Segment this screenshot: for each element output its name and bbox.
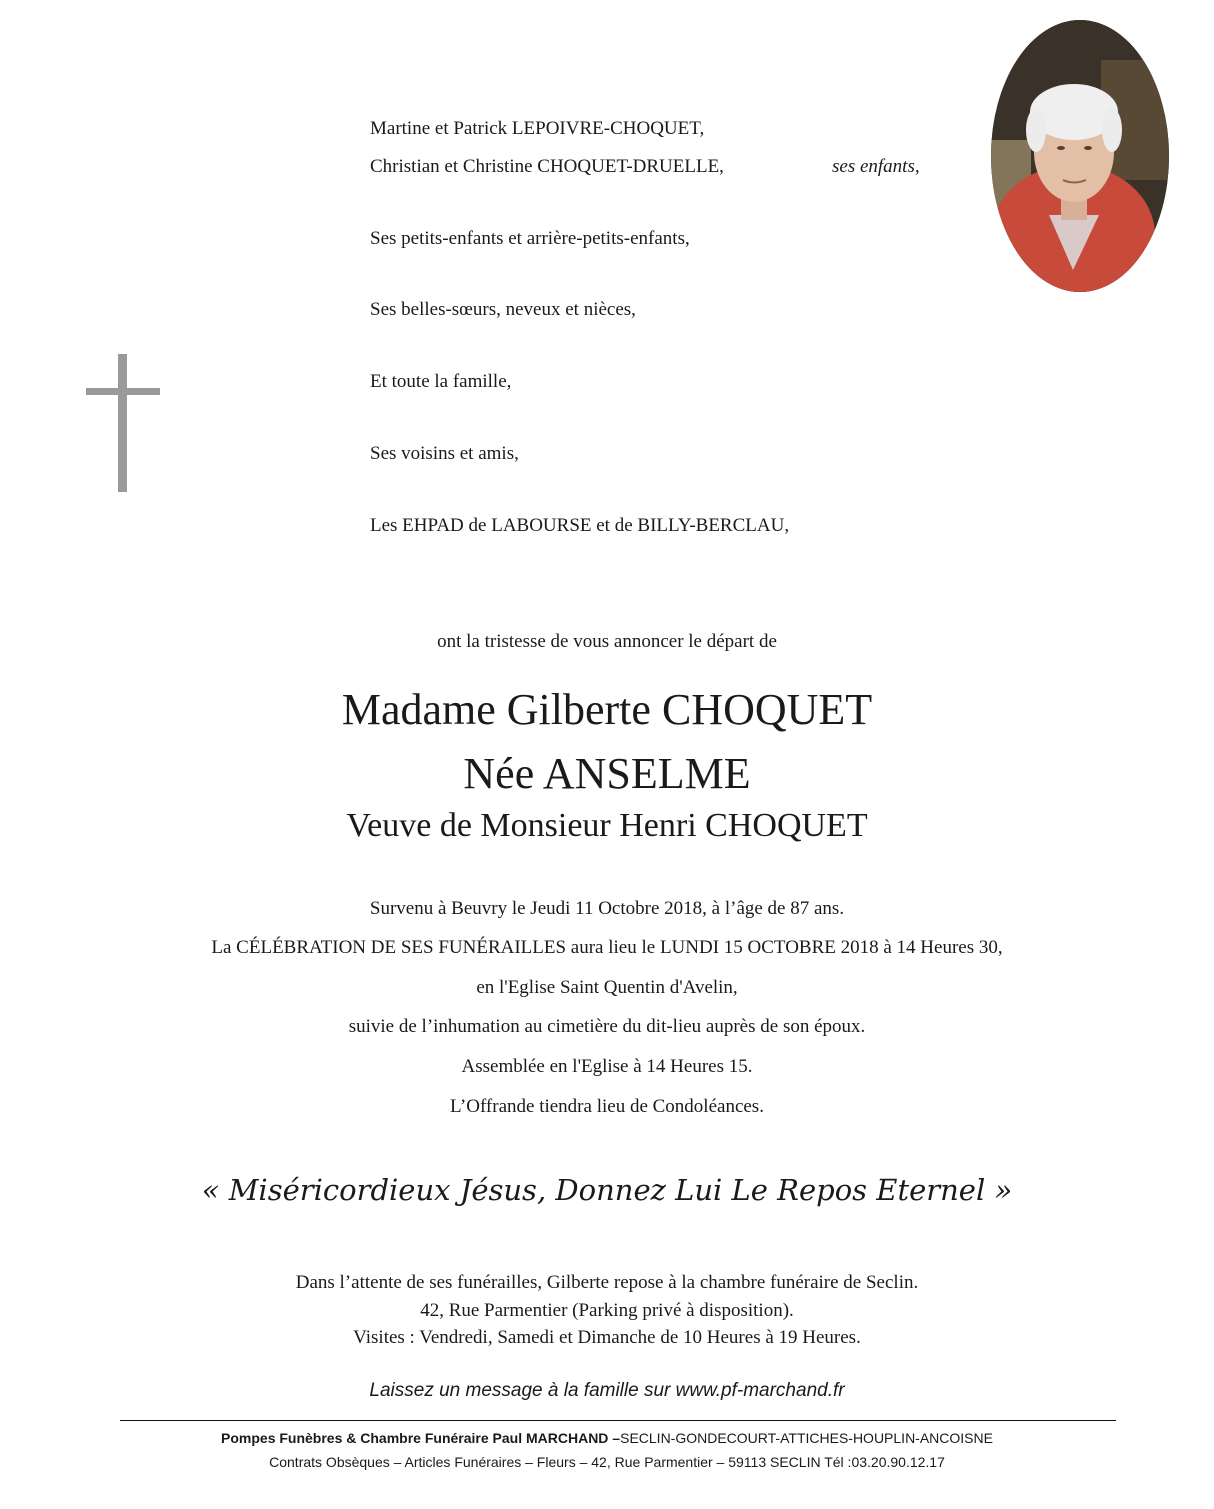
portrait-photo — [991, 20, 1169, 292]
waiting-line-2: 42, Rue Parmentier (Parking privé à disposition). — [420, 1300, 794, 1321]
portrait-illustration — [991, 20, 1169, 292]
footer-locations: SECLIN-GONDECOURT-ATTICHES-HOUPLIN-ANCOISNE — [620, 1430, 993, 1446]
detail-line-4: suivie de l’inhumation au cimetière du dit-lieu auprès de son époux. — [348, 1016, 866, 1037]
detail-line-6: L’Offrande tiendra lieu de Condoléances. — [450, 1096, 764, 1117]
family-line-5: Et toute la famille, — [370, 371, 512, 392]
family-line-2: Christian et Christine CHOQUET-DRUELLE, — [370, 156, 724, 177]
footer-company-line — [0, 1430, 1214, 1446]
detail-line-1: Survenu à Beuvry le Jeudi 11 Octobre 2018, à l’âge de 87 ans. — [369, 898, 845, 919]
family-line-1: Martine et Patrick LEPOIVRE-CHOQUET, — [370, 118, 705, 139]
detail-line-2: La CÉLÉBRATION DE SES FUNÉRAILLES aura lieu le LUNDI 15 OCTOBRE 2018 à 14 Heures 30, — [211, 937, 1003, 958]
waiting-line-3: Visites : Vendredi, Samedi et Dimanche de 10 Heures à 19 Heures. — [353, 1327, 861, 1348]
footer-company-name: Pompes Funèbres & Chambre Funéraire Paul MARCHAND – — [221, 1430, 621, 1446]
family-line-6: Ses voisins et amis, — [370, 443, 519, 464]
family-line-7: Les EHPAD de LABOURSE et de BILLY-BERCLAU, — [370, 515, 790, 536]
announcement-text: ont la tristesse de vous annoncer le départ de — [437, 631, 777, 652]
deceased-name: Madame Gilberte CHOQUET — [341, 685, 873, 734]
waiting-line-1: Dans l’attente de ses funérailles, Gilberte repose à la chambre funéraire de Seclin. — [295, 1272, 919, 1293]
ses-enfants-label: ses enfants, — [832, 156, 920, 177]
family-line-3: Ses petits-enfants et arrière-petits-enfants, — [370, 228, 690, 249]
detail-line-5: Assemblée en l'Eglise à 14 Heures 15. — [461, 1056, 753, 1077]
footer-services-line: Contrats Obsèques – Articles Funéraires – Fleurs – 42, Rue Parmentier – 59113 SECLIN Tél :03.20.90.12.17 — [269, 1454, 945, 1470]
footer-divider — [120, 1420, 1116, 1421]
detail-line-3: en l'Eglise Saint Quentin d'Avelin, — [476, 977, 738, 998]
family-line-4: Ses belles-sœurs, neveux et nièces, — [370, 299, 636, 320]
message-link-text: Laissez un message à la famille sur www.pf-marchand.fr — [369, 1380, 845, 1401]
cross-vertical-bar — [118, 354, 127, 492]
cross-horizontal-bar — [86, 388, 160, 395]
deceased-birth-name: Née ANSELME — [463, 749, 751, 798]
deceased-widow-of: Veuve de Monsieur Henri CHOQUET — [346, 807, 868, 844]
prayer-quote: « Miséricordieux Jésus, Donnez Lui Le Repos Eternel » — [201, 1173, 1013, 1207]
